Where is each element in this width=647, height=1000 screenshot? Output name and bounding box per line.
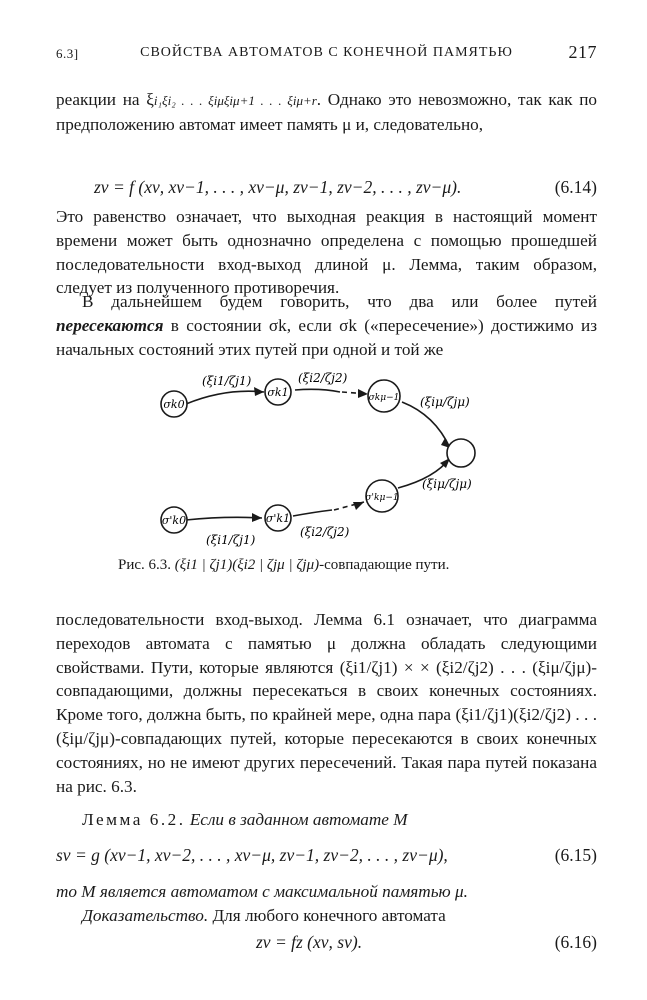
para3-emphasis: пересекаются — [56, 315, 164, 335]
edge-upper-1 — [186, 391, 264, 404]
caption-formula: (ξi1 | ζj1)(ξi2 | ζjμ | ζjμ) — [174, 557, 320, 573]
lemma-6-2 — [56, 808, 597, 832]
node-label-k1: σk1 — [267, 386, 289, 399]
arrowhead-1 — [254, 387, 264, 396]
node-label-k0: σk0 — [163, 398, 185, 411]
equation-6-15-number: (6.15) — [554, 845, 597, 865]
equation-6-15 — [56, 843, 597, 869]
equation-6-14-number: (6.14) — [554, 177, 597, 197]
paragraph-4-text: последовательности вход-выход. Лемма 6.1 означает, что диаграмма переходов автомата с памятью μ должна обладать следующими свойствами. Пути, которые являются (ξi1/ζj1) × × (ξi2/ζj2) . . . (ξiμ/ζjμ)-совпадающими, должны пересекаться в своих конечных состояниях. Кроме того, должна быть, по крайней мере, одна пара (ξi1/ζj1)(ξi2/ζj2) . . . (ξiμ/ζjμ)-совпадающих путей, которые пересекаются в своих конечных состояниях, но не имеют других пересечений. Такая пара путей показана на рис. 6.3. — [56, 610, 597, 796]
equation-6-16 — [56, 930, 597, 956]
paragraph-1 — [56, 88, 597, 137]
equation-6-16-number: (6.16) — [554, 932, 597, 952]
edge-label-lower-3: (ξiμ/ζjμ) — [422, 477, 472, 491]
proof-text: Для любого конечного автомата — [208, 905, 446, 925]
node-label-prime-k1: σ'k1 — [265, 512, 291, 525]
figure-6-3-diagram — [150, 370, 510, 550]
edge-lower-1 — [186, 517, 262, 520]
edge-lower-2a — [293, 510, 332, 516]
node-final-state — [447, 439, 475, 467]
node-label-kmu-1: σkμ−1 — [368, 393, 400, 403]
paragraph-2-text: Это равенство означает, что выходная реакция в настоящий момент времени может быть однозначно определена с помощью прошедшей последовательности вход-выход длиной μ. Лемма, таким образом, следует из полученного противоречия. — [56, 207, 597, 298]
proof-label: Доказательство. — [82, 905, 209, 925]
edge-label-lower-2: (ξi2/ζj2) — [300, 525, 350, 539]
para1-rest: так как по предположению автомат имеет память μ и, следовательно, — [56, 90, 598, 134]
node-label-prime-k0: σ'k0 — [161, 514, 187, 527]
edge-label-lower-1: (ξi1/ζj1) — [206, 533, 256, 547]
edge-label-upper-2: (ξi2/ζj2) — [298, 371, 348, 385]
edge-upper-2a — [295, 389, 340, 392]
running-title: СВОЙСТВА АВТОМАТОВ С КОНЕЧНОЙ ПАМЯТЬЮ — [140, 45, 513, 60]
equation-6-16-expr: zν = fz (xν, sν). — [256, 932, 363, 952]
arrowhead-5 — [353, 502, 364, 510]
para3-start: В дальнейшем будем говорить, что два или более путей — [82, 292, 597, 311]
paragraph-3 — [56, 290, 597, 361]
caption-suffix: -совпадающие пути. — [319, 557, 450, 573]
equation-6-14-expr: zν = f (xν, xν−1, . . . , xν−μ, zν−1, zν−2, . . . , zν−μ). — [94, 177, 462, 197]
para1-sequence: i₁ξi₂ . . . ξiμξiμ+1 . . . ξiμ+r — [153, 93, 317, 108]
figure-caption — [118, 557, 449, 574]
lemma-label: Лемма 6.2. — [82, 810, 186, 829]
edge-label-upper-1: (ξi1/ζj1) — [202, 374, 252, 388]
edge-label-upper-3: (ξiμ/ζjμ) — [420, 395, 470, 409]
arrowhead-4 — [252, 513, 262, 522]
lemma-conclusion-text: то M является автоматом с максимальной памятью μ. — [56, 882, 468, 901]
paragraph-2 — [56, 205, 597, 300]
lemma-text: Если в заданном автомате M — [189, 810, 408, 829]
arrowhead-2 — [358, 389, 368, 398]
node-label-prime-kmu-1: σ'kμ−1 — [365, 493, 399, 503]
running-header — [56, 42, 597, 66]
equation-6-15-expr: sν = g (xν−1, xν−2, . . . , xν−μ, zν−1, zν−2, . . . , zν−μ), — [56, 845, 448, 865]
paragraph-4 — [56, 608, 597, 798]
para3-rest: в состоянии σk, если σk («пересечение») достижимо из начальных состояний этих путей при одной и той же — [56, 315, 597, 359]
lemma-conclusion — [56, 880, 597, 928]
para1-cont: . Однако это невозможно, — [316, 90, 512, 109]
page-number: 217 — [568, 42, 597, 62]
caption-prefix: Рис. 6.3. — [118, 557, 172, 573]
para1-start: реакции на ξ — [56, 90, 154, 109]
equation-6-14 — [56, 175, 597, 201]
section-number: 6.3] — [56, 46, 79, 61]
